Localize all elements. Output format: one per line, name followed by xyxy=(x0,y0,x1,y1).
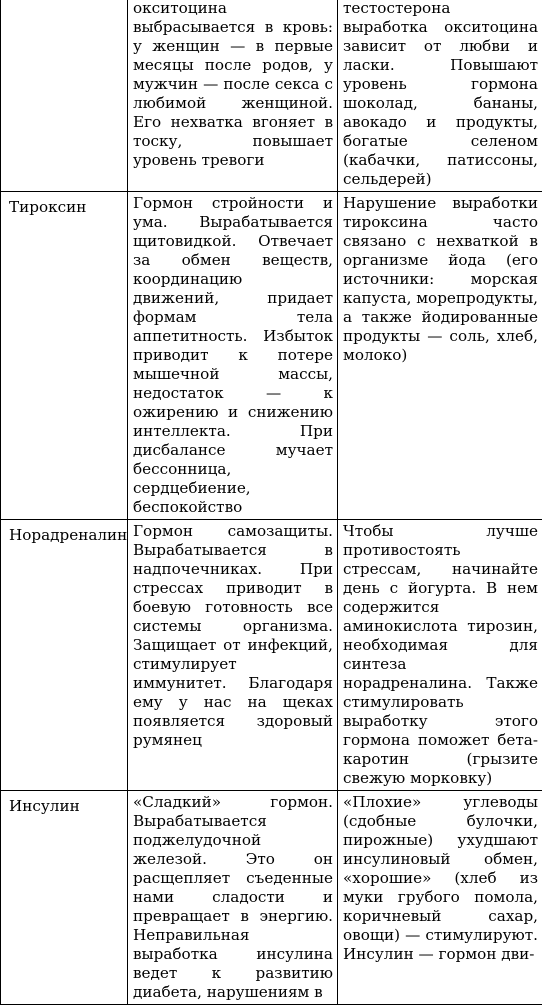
hormone-description-cell: «Сладкий» гормон. Вырабатывается поджелудочной железой. Это он расщепляет съеденные нами сладости и превращает в энергию. Неправильная выработка инсулина ведет к развитию диабета, нарушениям в xyxy=(128,791,338,1005)
hormone-name-cell xyxy=(1,0,128,192)
table-row xyxy=(1,0,542,192)
hormone-description-cell: Гормон самозащиты. Вырабатывается в надпочечниках. При стрессах приводит в боевую готовность все системы организма. Защищает от инфекций, стимулирует иммунитет. Благодаря ему у нас на щеках появляется здоровый румянец xyxy=(128,520,338,791)
hormone-advice-cell: тестостерона выработка окситоцина зависит от любви и ласки. Повышают уровень гормона шоколад, бананы, авокадо и продукты, богатые селеном (кабачки, патиссоны, сельдерей) xyxy=(338,0,542,192)
hormone-advice-cell: «Плохие» углеводы (сдобные булочки, пирожные) ухудшают инсулиновый обмен, «хорошие» (хлеб из муки грубого помола, коричневый сахар, овощи) — стимулируют. Инсулин — гормон дви- xyxy=(338,791,542,1005)
hormone-description-cell: Гормон стройности и ума. Вырабатывается щитовидкой. Отвечает за обмен веществ, координацию движений, придает формам тела аппетитность. Избыток приводит к потере мышечной массы, недостаток — к ожирению и снижению интеллекта. При дисбалансе мучает бессонница, сердцебиение, беспокойство xyxy=(128,192,338,520)
table-row xyxy=(1,791,542,1005)
hormone-advice-cell: Нарушение выработки тироксина часто связано с нехваткой в организме йода (его источники: морская капуста, морепродукты, а также йодированные продукты — соль, хлеб, молоко) xyxy=(338,192,542,520)
table-row xyxy=(1,192,542,520)
hormone-name-cell: Инсулин xyxy=(1,791,128,1005)
hormone-name-cell: Норадреналин xyxy=(1,520,128,791)
hormone-advice-cell: Чтобы лучше противостоять стрессам, начинайте день с йогурта. В нем содержится аминокислота тирозин, необходимая для синтеза норадреналина. Также стимулировать выработку этого гормона поможет бета-каротин (грызите свежую морковку) xyxy=(338,520,542,791)
hormone-name-cell: Тироксин xyxy=(1,192,128,520)
hormone-description-cell: окситоцина выбрасывается в кровь: у женщин — в первые месяцы после родов, у мужчин — после секса с любимой женщиной. Его нехватка вгоняет в тоску, повышает уровень тревоги xyxy=(128,0,338,192)
table-row xyxy=(1,520,542,791)
